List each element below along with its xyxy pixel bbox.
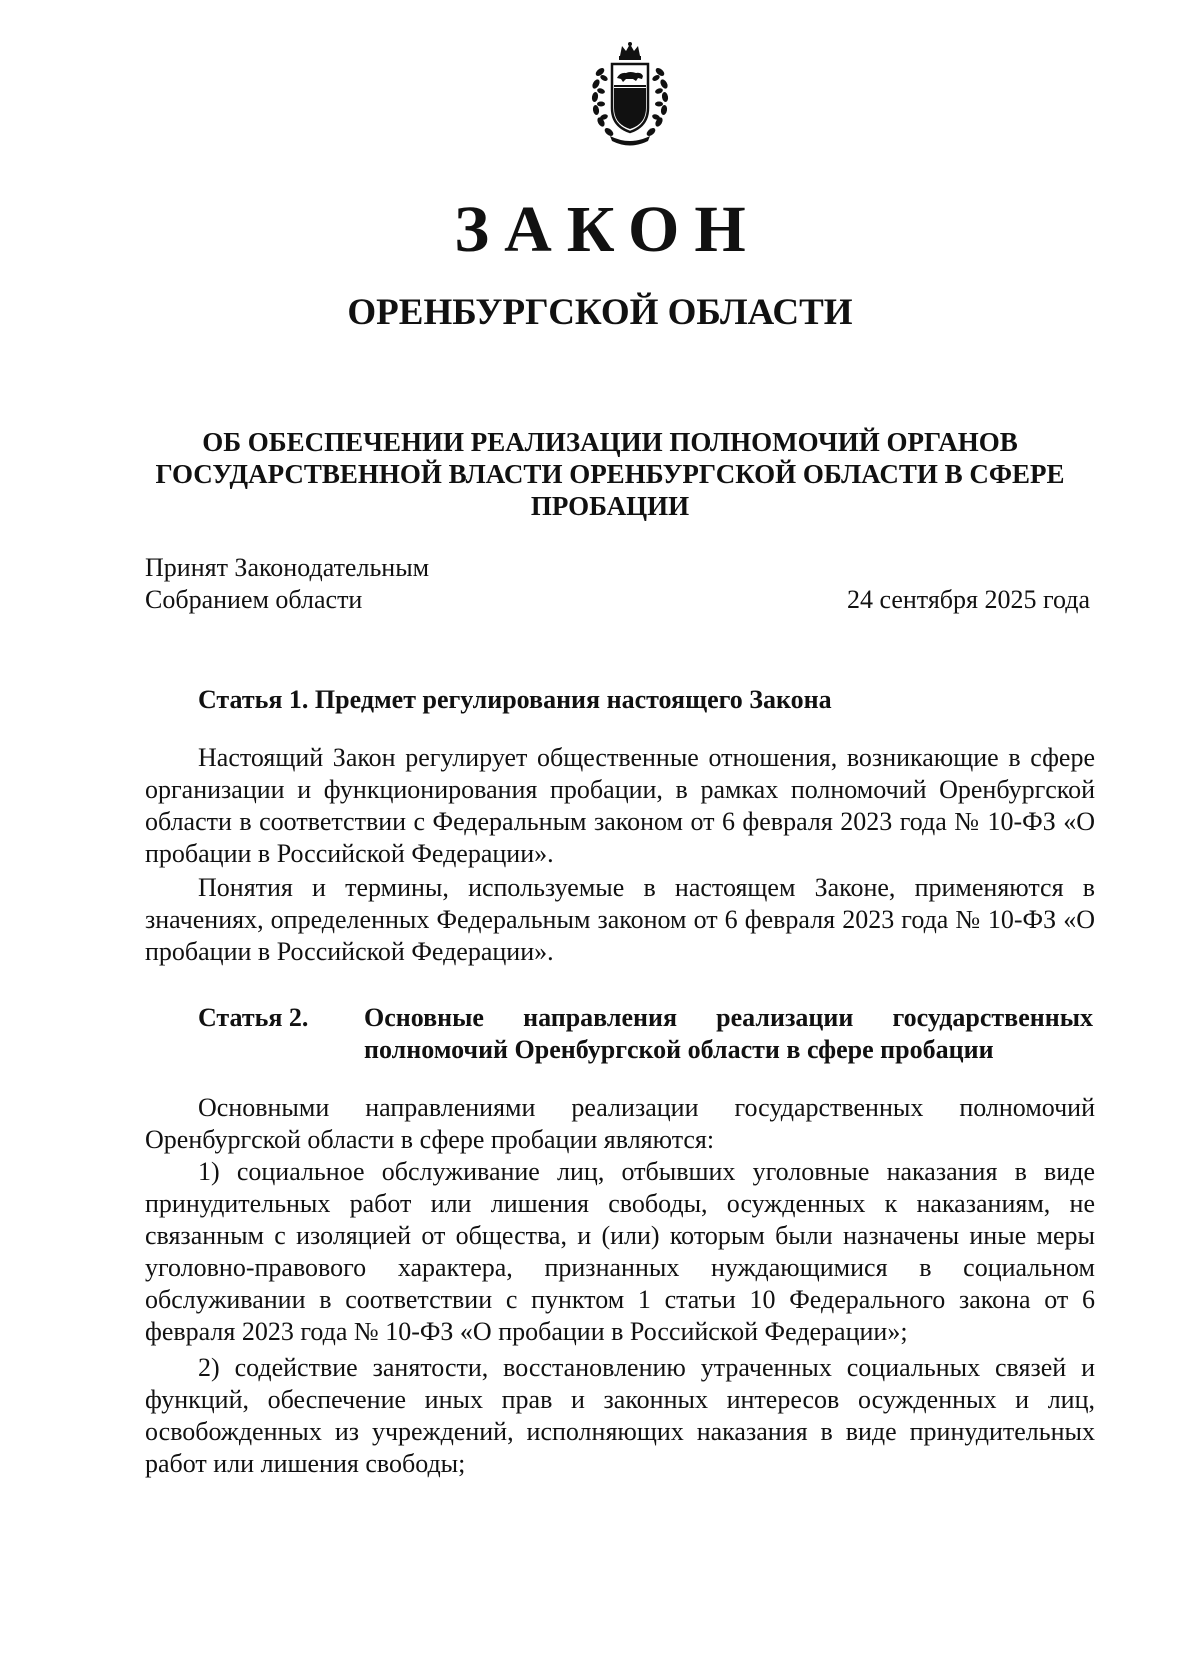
article-1-paragraph-2: Понятия и термины, используемые в настоящем Законе, применяются в значениях, определенных Федеральным законом от 6 февраля 2023 года № 10-ФЗ «О пробации в Российской Федерации». [145,873,1095,966]
article-2-title-line-1: Основные направления реализации государственных [364,1003,1093,1032]
article-1-paragraph-1: Настоящий Закон регулирует общественные отношения, возникающие в сфере организации и функционирования пробации, в рамках полномочий Оренбургской области в соответствии с Федеральным законом от 6 февраля 2023 года № 10-ФЗ «О пробации в Российской Федерации». [145,743,1095,868]
law-name: ОБ ОБЕСПЕЧЕНИИ РЕАЛИЗАЦИИ ПОЛНОМОЧИЙ ОРГАНОВ ГОСУДАРСТВЕННОЙ ВЛАСТИ ОРЕНБУРГСКОЙ ОБЛАСТИ В СФЕРЕ ПРОБАЦИИ [155,427,1065,521]
oblast-coat-of-arms-icon [586,42,674,148]
article-2-item-1: 1) социальное обслуживание лиц, отбывших уголовные наказания в виде принудительных работ или лишения свободы, осужденных к наказаниям, не связанным с изоляцией от общества, и (или) которым были назначены иные меры уголовно-правового характера, признанных нуждающимися в социальном обслуживании в соответствии с пунктом 1 статьи 10 Федерального закона от 6 февраля 2023 года № 10-ФЗ «О пробации в Российской Федерации»; [145,1157,1095,1346]
article-2-number: Статья 2. [198,1003,309,1032]
law-title: ЗАКОН [454,193,761,266]
adoption-line-1: Принят Законодательным [145,553,430,582]
adoption-body [145,552,429,616]
article-2-title [364,1002,1093,1066]
article-2-paragraph-1: Основными направлениями реализации государственных полномочий Оренбургской области в сфере пробации являются: [145,1093,1095,1154]
adoption-line-2: Собранием области [145,585,363,614]
article-2-title-line-2: полномочий Оренбургской области в сфере пробации [364,1035,994,1064]
article-1-heading: Статья 1. Предмет регулирования настоящего Закона [198,685,832,714]
article-2-item-2: 2) содействие занятости, восстановлению утраченных социальных связей и функций, обеспечение иных прав и законных интересов осужденных и лиц, освобожденных из учреждений, исполняющих наказания в виде принудительных работ или лишения свободы; [145,1353,1095,1478]
law-subtitle: ОРЕНБУРГСКОЙ ОБЛАСТИ [347,292,853,333]
adoption-date: 24 сентября 2025 года [846,585,1090,614]
